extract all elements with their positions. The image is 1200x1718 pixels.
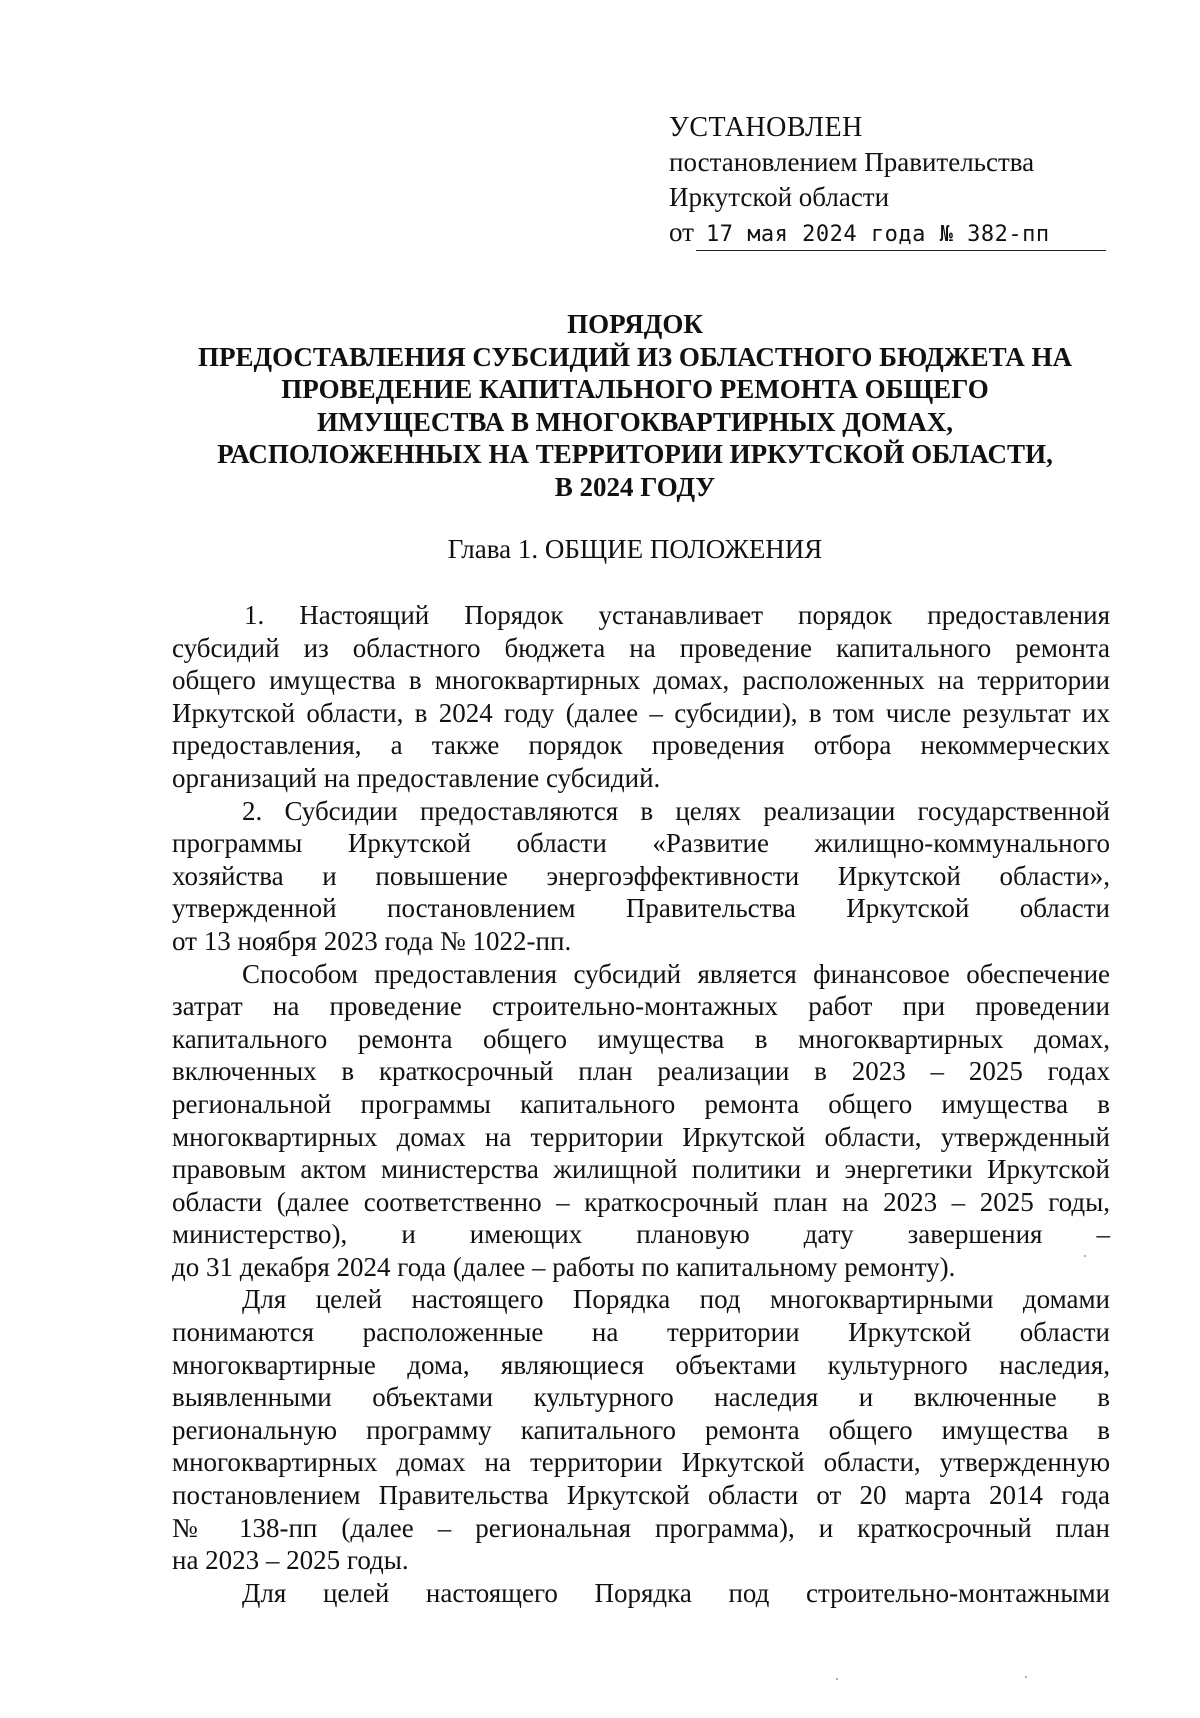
- body-line: Для целей настоящего Порядка под многоквартирными домами: [242, 1284, 1110, 1315]
- body-line: Иркутской области, в 2024 году (далее – субсидии), в том числе результат их: [172, 697, 1110, 728]
- body-line: региональную программу капитального ремонта общего имущества в: [172, 1414, 1110, 1445]
- body-line: правовым актом министерства жилищной политики и энергетики Иркутской: [172, 1154, 1110, 1185]
- title-line: РАСПОЛОЖЕННЫХ НА ТЕРРИТОРИИ ИРКУТСКОЙ ОБЛАСТИ,: [217, 439, 1053, 469]
- body-line: до 31 декабря 2024 года (далее – работы по капитальному ремонту).: [172, 1251, 956, 1282]
- body-line: постановлением Правительства Иркутской области от 20 марта 2014 года: [172, 1480, 1110, 1511]
- body-line: организаций на предоставление субсидий.: [172, 762, 661, 793]
- body-line: включенных в краткосрочный план реализации в 2023 – 2025 годах: [172, 1056, 1110, 1087]
- title-line: ПОРЯДОК: [567, 309, 703, 339]
- body-line: от 13 ноября 2023 года № 1022-пп.: [172, 925, 572, 956]
- body-line: выявленными объектами культурного наследия и включенные в: [172, 1382, 1110, 1413]
- scan-speck: [1084, 1255, 1086, 1257]
- body-line: 1. Настоящий Порядок устанавливает порядок предоставления: [244, 600, 1110, 630]
- body-line: предоставления, а также порядок проведения отбора некоммерческих: [172, 730, 1110, 761]
- title-line: ПРОВЕДЕНИЕ КАПИТАЛЬНОГО РЕМОНТА ОБЩЕГО: [281, 374, 989, 404]
- body-line: общего имущества в многоквартирных домах, расположенных на территории: [172, 665, 1110, 696]
- body-line: министерство), и имеющих плановую дату завершения –: [172, 1219, 1110, 1250]
- body-line: многоквартирных домах на территории Иркутской области, утвержденную: [172, 1447, 1110, 1478]
- body-line: многоквартирные дома, являющиеся объектами культурного наследия,: [172, 1349, 1110, 1380]
- body-line: программы Иркутской области «Развитие жилищно-коммунального: [172, 828, 1110, 859]
- approval-date-row: [669, 215, 1109, 251]
- title-line: В 2024 ГОДУ: [554, 471, 716, 502]
- scan-speck: [836, 1678, 838, 1680]
- title-line: ПРЕДОСТАВЛЕНИЯ СУБСИДИЙ ИЗ ОБЛАСТНОГО БЮДЖЕТА НА: [197, 341, 1073, 372]
- body-line: региональной программы капитального ремонта общего имущества в: [172, 1088, 1110, 1119]
- body-line: утвержденной постановлением Правительства Иркутской области: [172, 893, 1110, 924]
- body-line: многоквартирных домах на территории Иркутской области, утвержденный: [172, 1121, 1110, 1152]
- body-line: Способом предоставления субсидий является финансовое обеспечение: [242, 958, 1110, 989]
- approval-block: [669, 110, 1109, 251]
- body-line: затрат на проведение строительно-монтажных работ при проведении: [172, 991, 1110, 1022]
- approval-line-2: Иркутской области: [669, 182, 890, 212]
- body-line: Для целей настоящего Порядка под строительно-монтажными: [242, 1577, 1110, 1608]
- chapter-heading: Глава 1. ОБЩИЕ ПОЛОЖЕНИЯ: [447, 534, 823, 564]
- title-line: ИМУЩЕСТВА В МНОГОКВАРТИРНЫХ ДОМАХ,: [316, 406, 954, 437]
- document-body: [172, 599, 1110, 1609]
- body-line: № 138-пп (далее – региональная программа), и краткосрочный план: [172, 1512, 1110, 1543]
- approval-date-value: 17 мая 2024 года № 382-пп: [696, 220, 1106, 251]
- approval-status: УСТАНОВЛЕН: [669, 112, 863, 143]
- body-line: субсидий из областного бюджета на проведение капитального ремонта: [172, 632, 1110, 663]
- body-line: хозяйства и повышение энергоэффективности Иркутской области»,: [172, 860, 1110, 891]
- approval-line-1: постановлением Правительства: [669, 147, 1035, 177]
- body-line: понимаются расположенные на территории Иркутской области: [172, 1317, 1110, 1348]
- body-line: на 2023 – 2025 годы.: [172, 1545, 409, 1576]
- approval-date-prefix: от: [669, 217, 694, 247]
- body-line: 2. Субсидии предоставляются в целях реализации государственной: [242, 795, 1110, 826]
- body-line: капитального ремонта общего имущества в многоквартирных домах,: [172, 1023, 1110, 1054]
- scan-speck: [1025, 1676, 1027, 1678]
- document-title: [150, 308, 1120, 503]
- body-line: области (далее соответственно – краткосрочный план на 2023 – 2025 годы,: [172, 1186, 1110, 1217]
